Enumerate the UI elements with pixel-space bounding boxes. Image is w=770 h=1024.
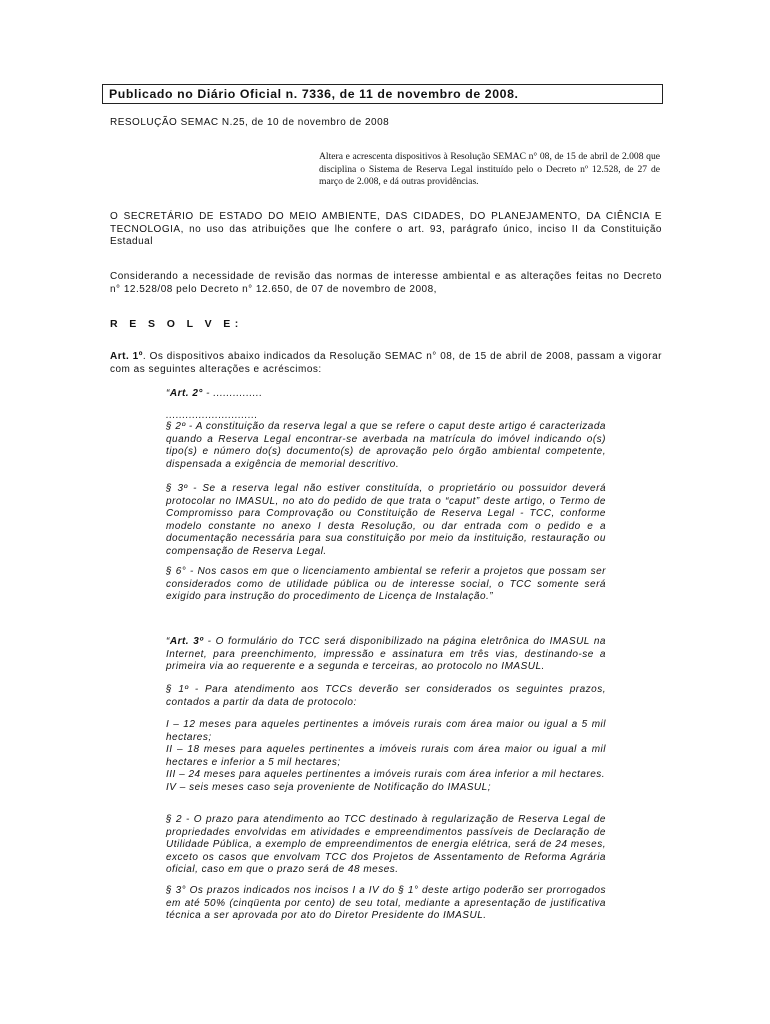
article-1-text: . Os dispositivos abaixo indicados da Resolução SEMAC n° 08, de 15 de abril de 2008, passam a vigorar com as seguintes alterações e acréscimos: bbox=[110, 351, 662, 375]
open-quote: “ bbox=[166, 636, 170, 647]
inciso-4: IV – seis meses caso seja proveniente de Notificação do IMASUL; bbox=[166, 781, 491, 793]
incisos-list bbox=[166, 719, 606, 795]
article-2-paragraph-2: § 2º - A constituição da reserva legal a que se refere o caput deste artigo é caracterizada quando a Reserva Legal encontrar-se averbada na matrícula do imóvel indicando o(s) tipo(s) e número do(s) documento(s) de aprovação pelo órgão ambiental competente, dispensada a exigência de memorial descritivo. bbox=[166, 421, 606, 470]
open-quote: “ bbox=[166, 388, 170, 399]
article-3-text: - O formulário do TCC será disponibilizado na página eletrônica do IMASUL na Internet, para preenchimento, impressão e assinatura em três vias, destinando-se a primeira via ao requerente e a segunda e terceiras, ao protocolo no IMASUL. bbox=[166, 636, 606, 673]
inciso-2: II – 18 meses para aqueles pertinentes a imóveis rurais com área maior ou igual a mil hectares e inferior a 5 mil hectares; bbox=[166, 744, 606, 768]
publication-banner: Publicado no Diário Oficial n. 7336, de 11 de novembro de 2008. bbox=[102, 84, 663, 104]
article-2-paragraph-6: § 6° - Nos casos em que o licenciamento ambiental se referir a projetos que possam ser considerados como de utilidade pública ou de interesse social, o TCC somente será exigido para instrução do procedimento de Licença de Instalação.” bbox=[166, 566, 606, 603]
considering-clause: Considerando a necessidade de revisão das normas de interesse ambiental e as alterações feitas no Decreto n° 12.528/08 pelo Decreto n° 12.650, de 07 de novembro de 2008, bbox=[110, 271, 662, 295]
ellipsis-line: ............................ bbox=[166, 410, 258, 421]
inciso-3: III – 24 meses para aqueles pertinentes a imóveis rurais com área inferior a mil hectares. bbox=[166, 769, 606, 781]
article-3-label: Art. 3º bbox=[169, 636, 204, 647]
resolve-heading: R E S O L V E: bbox=[110, 318, 243, 330]
article-2-paragraph-3: § 3º - Se a reserva legal não estiver constituída, o proprietário ou possuidor deverá protocolar no IMASUL, no ato do pedido de que trata o “caput” deste artigo, o Termo de Compromisso para Comprovação ou Constituição de Reserva Legal - TCC, conforme modelo constante no anexo I desta Resolução, ou dar entrada com o pedido e a documentação necessária para sua constituição por meio da instituição, restauração ou compensação de Reserva Legal. bbox=[166, 483, 606, 557]
article-3 bbox=[166, 636, 606, 674]
article-2-heading bbox=[166, 388, 606, 401]
article-2-rest: - ............... bbox=[202, 388, 263, 399]
inciso-1: I – 12 meses para aqueles pertinentes a imóveis rurais com área maior ou igual a 5 mil hectares; bbox=[166, 719, 606, 743]
ementa: Altera e acrescenta dispositivos à Resolução SEMAC n° 08, de 15 de abril de 2.008 que disciplina o Sistema de Reserva Legal instituído pelo o Decreto nº 12.528, de 27 de março de 2.008, e dá outras providências. bbox=[319, 151, 660, 188]
article-3-paragraph-1: § 1º - Para atendimento aos TCCs deverão ser considerados os seguintes prazos, contados a partir da data de protocolo: bbox=[166, 684, 606, 708]
resolution-title: RESOLUÇÃO SEMAC N.25, de 10 de novembro de 2008 bbox=[110, 117, 390, 128]
article-1-label: Art. 1º bbox=[110, 351, 143, 362]
article-3-paragraph-3: § 3° Os prazos indicados nos incisos I a IV do § 1° deste artigo poderão ser prorrogados em até 50% (cinqüenta por cento) de seu total, mediante a apresentação de justificativa técnica a ser aprovada por ato do Diretor Presidente do IMASUL. bbox=[166, 885, 606, 922]
article-3-paragraph-2: § 2 - O prazo para atendimento ao TCC destinado à regularização de Reserva Legal de propriedades envolvidas em atividades e empreendimentos passíveis de Declaração de Utilidade Pública, a exemplo de empreendimentos de energia elétrica, será de 24 meses, exceto os casos que envolvam TCC dos Projetos de Assentamento de Reforma Agrária oficial, caso em que o prazo será de 48 meses. bbox=[166, 814, 606, 876]
article-1 bbox=[110, 351, 662, 376]
preamble: O SECRETÁRIO DE ESTADO DO MEIO AMBIENTE, DAS CIDADES, DO PLANEJAMENTO, DA CIÊNCIA E TECNOLOGIA, no uso das atribuições que lhe confere o art. 93, parágrafo único, inciso II da Constituição Estadual bbox=[110, 211, 662, 248]
article-2-label: Art. 2° bbox=[169, 388, 203, 399]
